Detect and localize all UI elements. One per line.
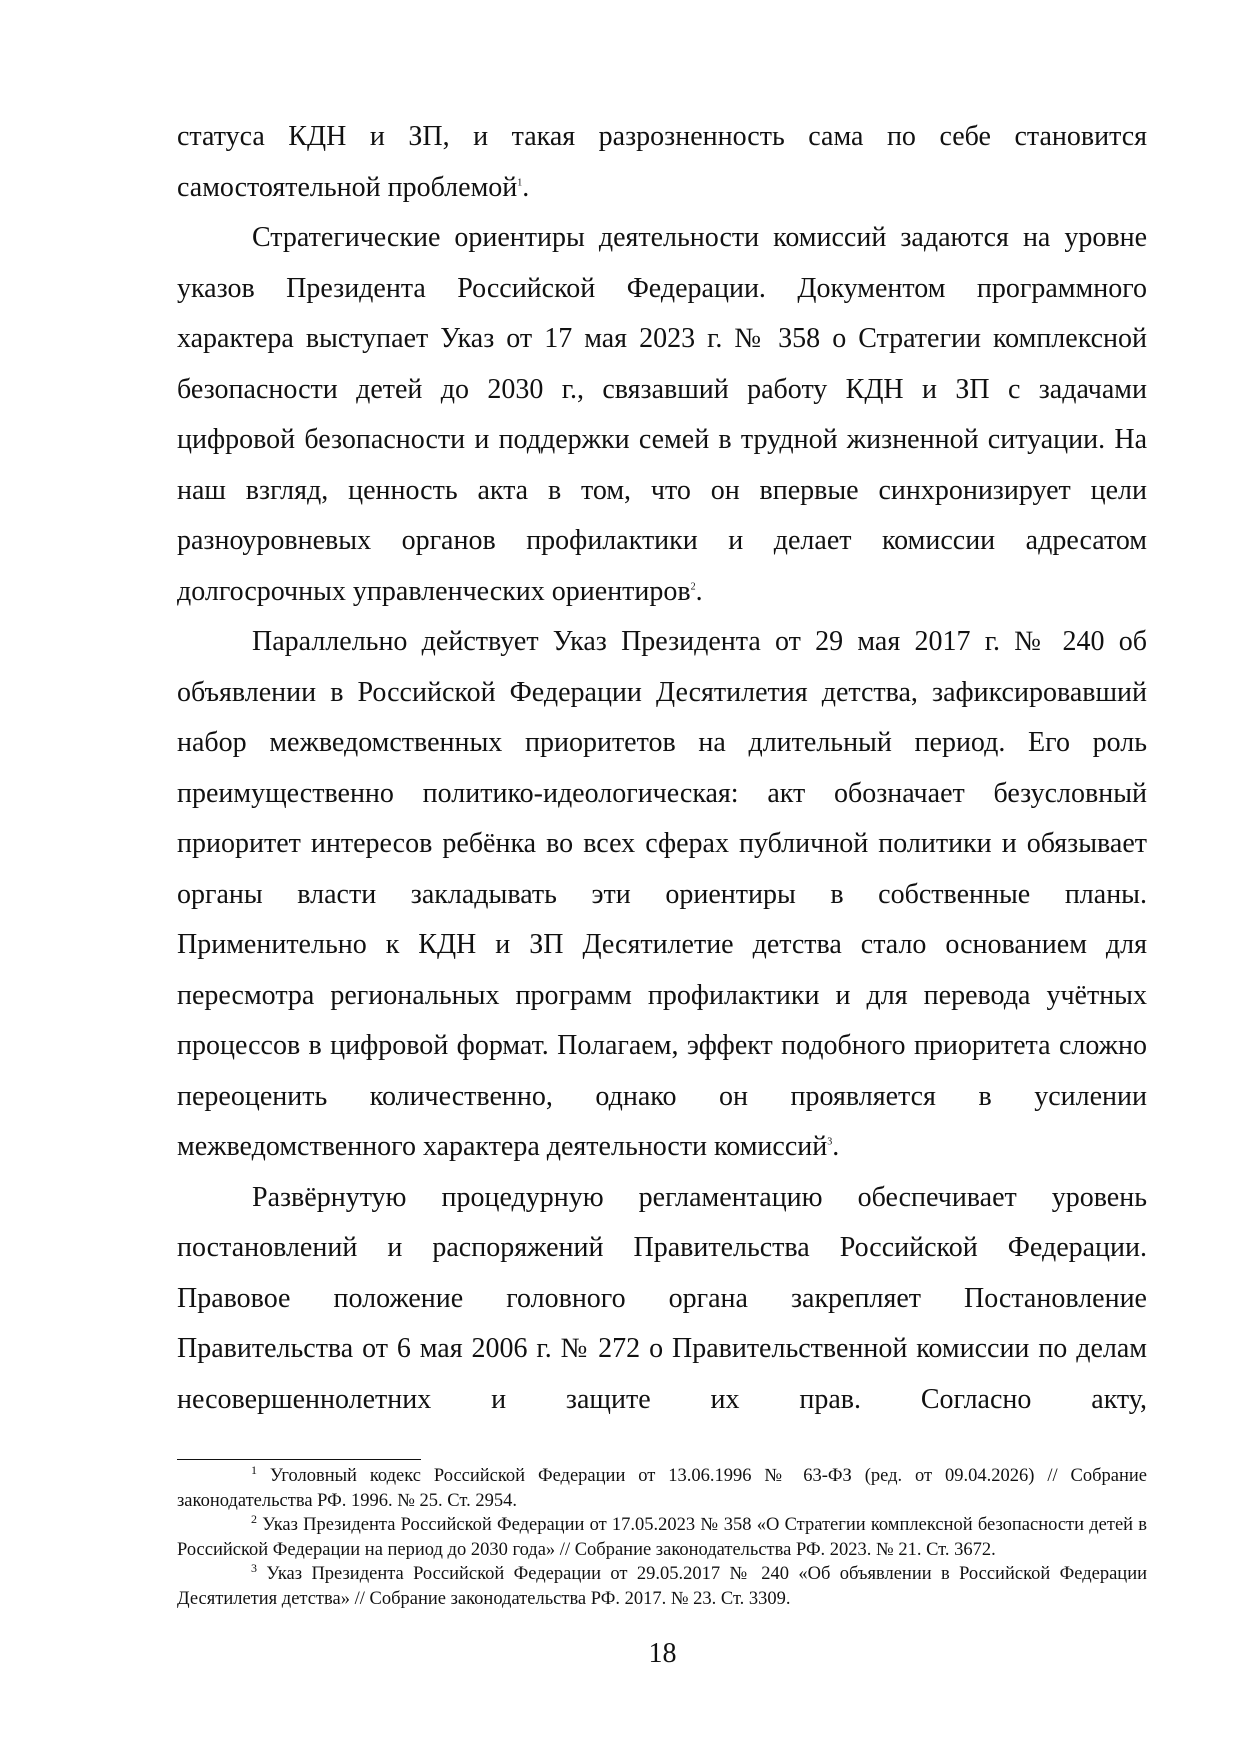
footnote-separator <box>177 1459 421 1460</box>
paragraph-text: статуса КДН и ЗП, и такая разрозненность сама по себе становится самостоятельной проблемой <box>177 121 1147 203</box>
footnote-number: 2 <box>251 1511 257 1526</box>
footnote-number: 1 <box>251 1462 257 1477</box>
footnotes <box>177 1464 1147 1611</box>
footnote-text: Указ Президента Российской Федерации от 29.05.2017 № 240 «Об объявлении в Российской Федерации Десятилетия детства» // Собрание законодательства РФ. 2017. № 23. Ст. 3309. <box>177 1564 1148 1609</box>
footnote <box>177 1562 1147 1611</box>
paragraph-tail: . <box>832 1131 840 1162</box>
paragraph-tail: . <box>695 575 703 607</box>
footnote-text: Указ Президента Российской Федерации от 17.05.2023 № 358 «О Стратегии комплексной безопасности детей в Российской Федерации на период до 2030 года» // Собрание законодательства РФ. 2023. № 21. Ст. 3672. <box>177 1515 1148 1560</box>
footnote-number: 3 <box>251 1560 257 1575</box>
page-number: 18 <box>648 1638 677 1669</box>
footnote-reference: 3 <box>827 1136 833 1148</box>
body-text <box>177 112 1147 1425</box>
footnote-reference: 2 <box>690 581 696 593</box>
footnote-reference: 1 <box>517 177 523 189</box>
paragraph-text: Развёрнутую процедурную регламентацию обеспечивает уровень постановлений и распоряжений Правительства Российской Федерации. Правовое положение головного органа закрепляет Постановление Правительства от 6 мая 2006 г. № 272 о Правительственной комиссии по делам несовершеннолетних и защите их прав. Согласно акту, <box>177 1181 1147 1415</box>
footnote <box>177 1464 1147 1513</box>
paragraph <box>177 1173 1147 1426</box>
paragraph-tail: . <box>522 171 530 203</box>
paragraph-text: Параллельно действует Указ Президента от 29 мая 2017 г. № 240 об объявлении в Российской Федерации Десятилетия детства, зафиксировавший набор межведомственных приоритетов на длительный период. Его роль преимущественно политико-идеологическая: акт обозначает безусловный приоритет интересов ребёнка во всех сферах публичной политики и обязывает органы власти закладывать эти ориентиры в собственные планы. Применительно к КДН и ЗП Десятилетие детства стало основанием для пересмотра региональных программ профилактики и для перевода учётных процессов в цифровой формат. Полагаем, эффект подобного приоритета сложно переоценить количественно, однако он проявляется в усилении межведомственного характера деятельности комиссий <box>177 626 1147 1162</box>
paragraph <box>177 213 1147 617</box>
footnote-text: Уголовный кодекс Российской Федерации от 13.06.1996 № 63-ФЗ (ред. от 09.04.2026) // Собрание законодательства РФ. 1996. № 25. Ст. 2954. <box>177 1466 1147 1511</box>
paragraph-text: Стратегические ориентиры деятельности комиссий задаются на уровне указов Президента Российской Федерации. Документом программного характера выступает Указ от 17 мая 2023 г. № 358 о Стратегии комплексной безопасности детей до 2030 г., связавший работу КДН и ЗП с задачами цифровой безопасности и поддержки семей в трудной жизненной ситуации. На наш взгляд, ценность акта в том, что он впервые синхронизирует цели разноуровневых органов профилактики и делает комиссии адресатом долгосрочных управленческих ориентиров <box>177 222 1147 607</box>
paragraph <box>177 112 1147 213</box>
footnote <box>177 1513 1147 1562</box>
paragraph <box>177 617 1147 1173</box>
